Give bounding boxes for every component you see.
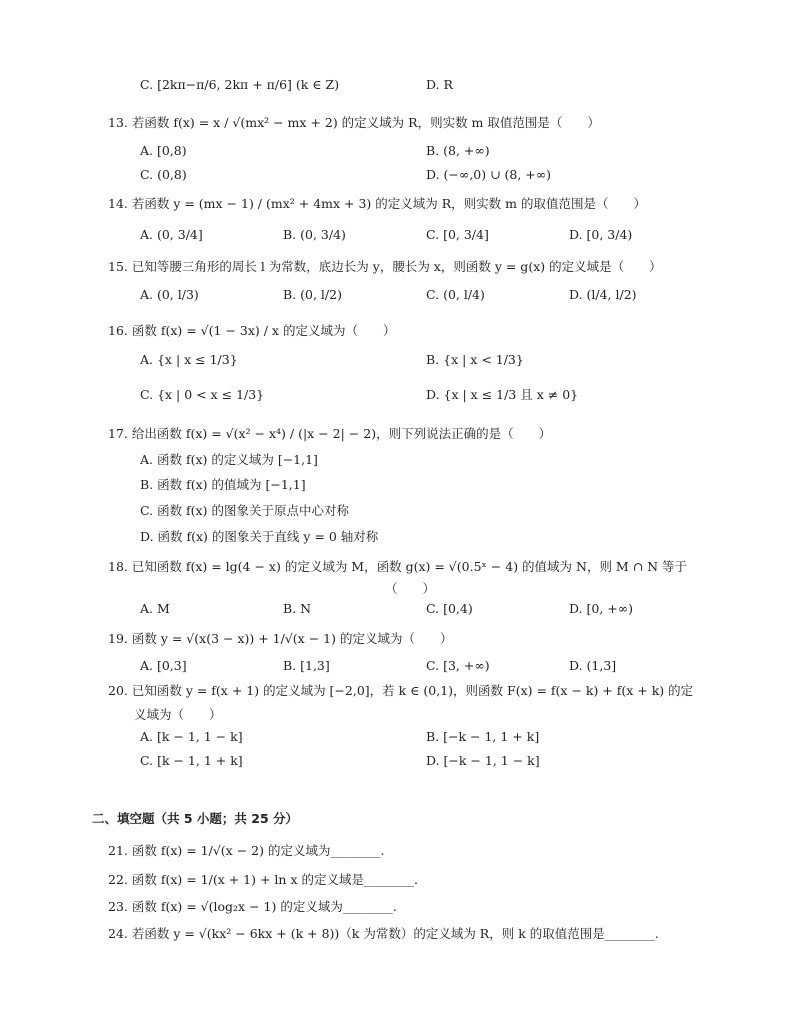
q22-stem: 22. 函数 f(x) = 1/(x + 1) + ln x 的定义域是________. (108, 872, 418, 887)
q16-stem: 16. 函数 f(x) = √(1 − 3x) / x 的定义域为（ ） (108, 323, 396, 338)
q19-option-d: D. (1,3] (569, 658, 617, 673)
q20-option-a: A. [k − 1, 1 − k] (140, 729, 243, 744)
q20-option-d: D. [−k − 1, 1 − k] (426, 753, 540, 768)
q13-option-d: D. (−∞,0) ∪ (8, +∞) (426, 167, 552, 182)
q13-option-a: A. [0,8) (140, 143, 187, 158)
q18-stem: 18. 已知函数 f(x) = lg(4 − x) 的定义域为 M，函数 g(x) = √(0.5ˣ − 4) 的值域为 N，则 M ∩ N 等于 (108, 559, 688, 574)
q12-option-d: D. R (426, 77, 453, 92)
q15-stem: 15. 已知等腰三角形的周长 l 为常数，底边长为 y，腰长为 x，则函数 y = g(x) 的定义域是（ ） (108, 259, 662, 274)
q16-option-a: A. {x | x ≤ 1/3} (140, 352, 238, 367)
q15-option-c: C. (0, l/4) (426, 287, 485, 302)
q13-option-c: C. (0,8) (140, 167, 187, 182)
q19-option-b: B. [1,3] (283, 658, 330, 673)
q20-stem: 20. 已知函数 y = f(x + 1) 的定义域为 [−2,0]，若 k ∈ (0,1)，则函数 F(x) = f(x − k) + f(x + k) 的定 (108, 683, 694, 698)
q18-option-b: B. N (283, 601, 312, 616)
q16-option-d: D. {x | x ≤ 1/3 且 x ≠ 0} (426, 387, 579, 402)
q17-option-d: D. 函数 f(x) 的图象关于直线 y = 0 轴对称 (140, 529, 379, 544)
q21-stem: 21. 函数 f(x) = 1/√(x − 2) 的定义域为________. (108, 843, 385, 858)
q16-option-b: B. {x | x < 1/3} (426, 352, 524, 367)
q17-stem: 17. 给出函数 f(x) = √(x² − x⁴) / (|x − 2| − 2)，则下列说法正确的是（ ） (108, 426, 552, 441)
q18-option-a: A. M (140, 601, 170, 616)
q16-option-c: C. {x | 0 < x ≤ 1/3} (140, 387, 265, 402)
q23-stem: 23. 函数 f(x) = √(log₂x − 1) 的定义域为________. (108, 899, 397, 914)
q24-stem: 24. 若函数 y = √(kx² − 6kx + (k + 8))（k 为常数）的定义域为 R，则 k 的取值范围是________. (108, 926, 659, 941)
q20-option-b: B. [−k − 1, 1 + k] (426, 729, 540, 744)
q20-option-c: C. [k − 1, 1 + k] (140, 753, 243, 768)
q19-option-c: C. [3, +∞) (426, 658, 490, 673)
q17-option-a: A. 函数 f(x) 的定义域为 [−1,1] (140, 452, 318, 467)
q17-option-b: B. 函数 f(x) 的值域为 [−1,1] (140, 477, 306, 492)
q18-stem-end: （ ） (385, 581, 436, 596)
q15-option-a: A. (0, l/3) (140, 287, 199, 302)
q13-stem: 13. 若函数 f(x) = x / √(mx² − mx + 2) 的定义域为 R，则实数 m 取值范围是（ ） (108, 115, 600, 130)
q14-option-a: A. (0, 3/4] (140, 227, 203, 242)
q14-option-d: D. [0, 3/4) (569, 227, 633, 242)
q14-stem: 14. 若函数 y = (mx − 1) / (mx² + 4mx + 3) 的定义域为 R，则实数 m 的取值范围是（ ） (108, 196, 646, 211)
q17-option-c: C. 函数 f(x) 的图象关于原点中心对称 (140, 503, 349, 518)
q14-option-b: B. (0, 3/4) (283, 227, 346, 242)
q12-option-c: C. [2kπ−π/6, 2kπ + π/6] (k ∈ Z) (140, 77, 340, 92)
q15-option-b: B. (0, l/2) (283, 287, 342, 302)
q19-option-a: A. [0,3] (140, 658, 187, 673)
q19-stem: 19. 函数 y = √(x(3 − x)) + 1/√(x − 1) 的定义域为（ ） (108, 631, 453, 646)
q14-option-c: C. [0, 3/4] (426, 227, 489, 242)
q20-stem-cont: 义域为（ ） (134, 707, 222, 722)
section-title: 二、填空题（共 5 小题；共 25 分） (92, 811, 299, 826)
q15-option-d: D. (l/4, l/2) (569, 287, 637, 302)
q13-option-b: B. (8, +∞) (426, 143, 490, 158)
q18-option-d: D. [0, +∞) (569, 601, 634, 616)
q18-option-c: C. [0,4) (426, 601, 473, 616)
